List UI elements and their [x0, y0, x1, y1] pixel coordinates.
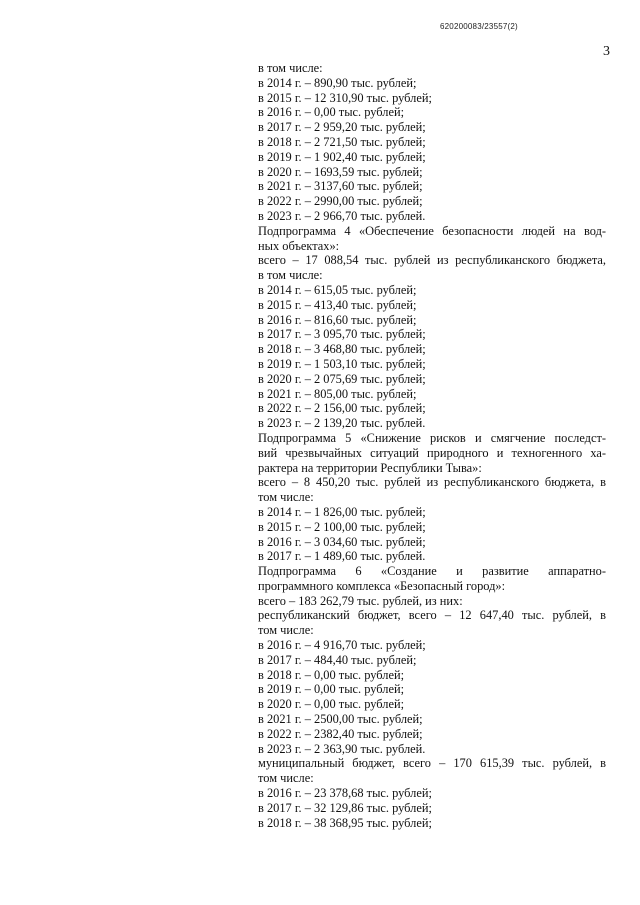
text-line: в 2018 г. – 38 368,95 тыс. рублей;	[258, 815, 432, 830]
text-line: в 2017 г. – 484,40 тыс. рублей;	[258, 652, 417, 667]
text-line: в 2015 г. – 413,40 тыс. рублей;	[258, 297, 417, 312]
text-line: в 2023 г. – 2 363,90 тыс. рублей.	[258, 741, 426, 756]
text-line: том числе:	[258, 771, 314, 786]
text-line: в 2021 г. – 3137,60 тыс. рублей;	[258, 179, 423, 194]
document-body	[258, 61, 606, 830]
text-line: ных объектах»:	[258, 238, 340, 253]
text-line: в 2023 г. – 2 966,70 тыс. рублей.	[258, 208, 426, 223]
text-line: в 2014 г. – 1 826,00 тыс. рублей;	[258, 504, 426, 519]
text-line: том числе:	[258, 490, 314, 505]
text-line: в 2020 г. – 2 075,69 тыс. рублей;	[258, 371, 426, 386]
text-line: в 2015 г. – 2 100,00 тыс. рублей;	[258, 519, 426, 534]
text-line: в 2022 г. – 2990,00 тыс. рублей;	[258, 194, 423, 209]
text-line: в 2020 г. – 0,00 тыс. рублей;	[258, 697, 405, 712]
text-line: Подпрограмма 4 «Обеспечение безопасности людей на вод-	[258, 223, 606, 238]
text-line: в 2015 г. – 12 310,90 тыс. рублей;	[258, 90, 432, 105]
text-line: в 2016 г. – 3 034,60 тыс. рублей;	[258, 534, 426, 549]
text-line: в 2017 г. – 32 129,86 тыс. рублей;	[258, 800, 432, 815]
text-line: в 2018 г. – 2 721,50 тыс. рублей;	[258, 134, 426, 149]
text-line: в том числе:	[258, 268, 323, 283]
text-line: в 2023 г. – 2 139,20 тыс. рублей.	[258, 416, 426, 431]
text-line: в 2017 г. – 2 959,20 тыс. рублей;	[258, 120, 426, 135]
text-line: всего – 17 088,54 тыс. рублей из республиканского бюджета,	[258, 253, 606, 268]
text-line: в 2021 г. – 805,00 тыс. рублей;	[258, 386, 417, 401]
text-line: республиканский бюджет, всего – 12 647,40 тыс. рублей, в	[258, 608, 606, 623]
page-number: 3	[603, 44, 610, 59]
text-line: программного комплекса «Безопасный город»:	[258, 578, 506, 593]
text-line: в 2019 г. – 0,00 тыс. рублей;	[258, 682, 405, 697]
text-line: в 2014 г. – 890,90 тыс. рублей;	[258, 75, 417, 90]
text-line: в 2016 г. – 0,00 тыс. рублей;	[258, 105, 405, 120]
text-line: в 2019 г. – 1 902,40 тыс. рублей;	[258, 149, 426, 164]
text-line: вий чрезвычайных ситуаций природного и техногенного ха-	[258, 445, 606, 460]
text-line: в 2018 г. – 3 468,80 тыс. рублей;	[258, 342, 426, 357]
text-line: в 2022 г. – 2382,40 тыс. рублей;	[258, 726, 423, 741]
text-line: муниципальный бюджет, всего – 170 615,39 тыс. рублей, в	[258, 756, 606, 771]
text-line: в 2021 г. – 2500,00 тыс. рублей;	[258, 712, 423, 727]
text-line: том числе:	[258, 623, 314, 638]
text-line: в 2014 г. – 615,05 тыс. рублей;	[258, 282, 417, 297]
text-line: в 2019 г. – 1 503,10 тыс. рублей;	[258, 356, 426, 371]
text-line: в 2016 г. – 816,60 тыс. рублей;	[258, 312, 417, 327]
text-line: в 2022 г. – 2 156,00 тыс. рублей;	[258, 401, 426, 416]
text-line: в 2018 г. – 0,00 тыс. рублей;	[258, 667, 405, 682]
text-line: рактера на территории Республики Тыва»:	[258, 460, 482, 475]
text-line: в 2017 г. – 3 095,70 тыс. рублей;	[258, 327, 426, 342]
text-line: всего – 183 262,79 тыс. рублей, из них:	[258, 593, 463, 608]
text-line: в 2016 г. – 4 916,70 тыс. рублей;	[258, 638, 426, 653]
text-line: в 2017 г. – 1 489,60 тыс. рублей.	[258, 549, 426, 564]
text-line: в том числе:	[258, 61, 323, 75]
document-id: 620200083/23557(2)	[440, 22, 518, 31]
text-line: в 2016 г. – 23 378,68 тыс. рублей;	[258, 786, 432, 801]
text-line: всего – 8 450,20 тыс. рублей из республиканского бюджета, в	[258, 475, 606, 490]
text-line: в 2020 г. – 1693,59 тыс. рублей;	[258, 164, 423, 179]
text-line: Подпрограмма 5 «Снижение рисков и смягчение последст-	[258, 430, 606, 445]
text-line: Подпрограмма 6 «Создание и развитие аппаратно-	[258, 564, 606, 579]
